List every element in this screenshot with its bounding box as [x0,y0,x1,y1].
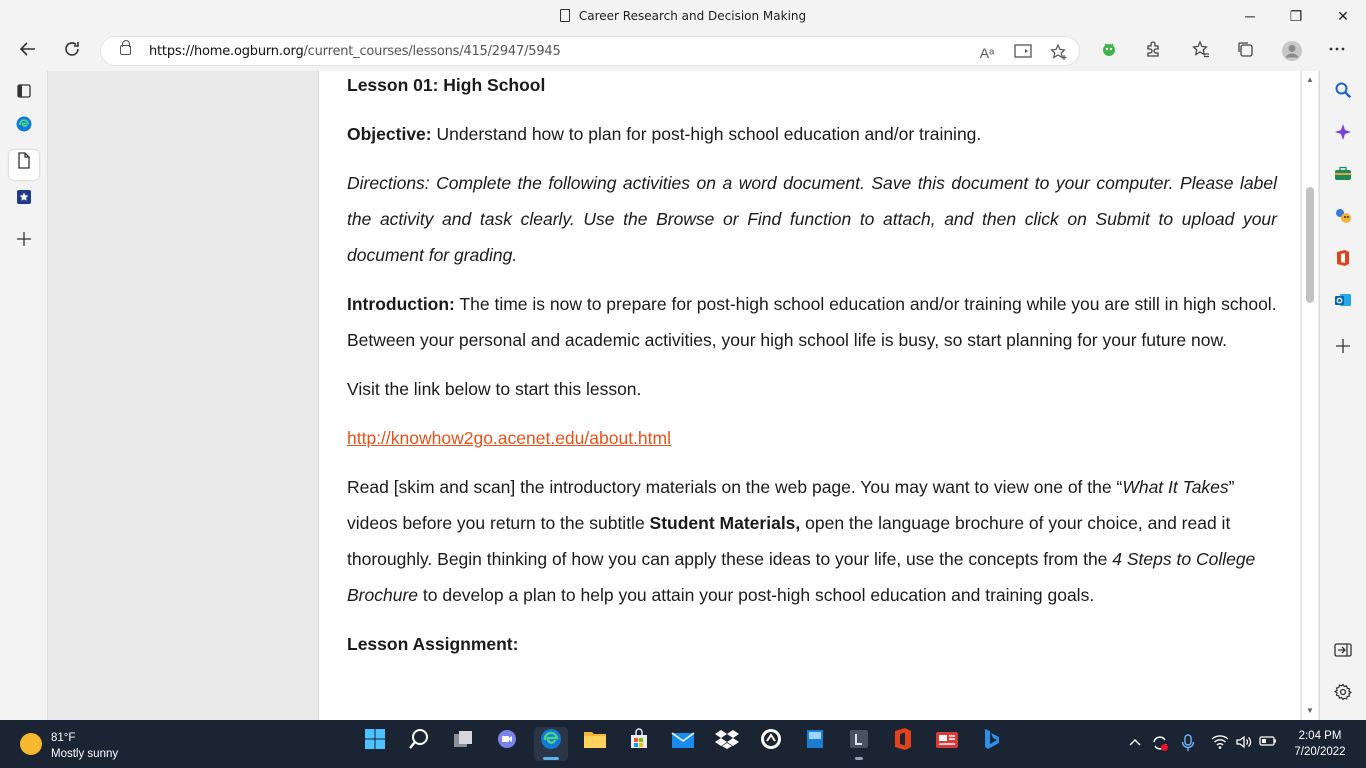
window-titlebar [0,0,1366,33]
octocat-icon [759,727,783,751]
task-view-button[interactable] [446,727,480,761]
introduction-text: The time is now to prepare for post-high school education and/or training while you are still in high school. Between your personal and academic activities, your high school life is busy, so start planning for your future now. [347,294,1277,350]
directions-text: Directions: Complete the following activities on a word document. Save this document to your computer. Please label the activity and task clearly. Use the Browse or Find function to attach, and then click on Submit to upload your document for grading. [347,173,1277,265]
teams-chat-button[interactable] [490,727,524,761]
windows-logo-icon [364,728,386,750]
profile-avatar-icon[interactable] [1279,40,1305,64]
document-icon [560,9,570,22]
news-icon [935,730,959,750]
hide-sidebar-icon[interactable] [1330,641,1356,667]
microphone-icon[interactable] [1177,734,1199,755]
mail-icon [671,730,695,750]
new-tab-button[interactable] [9,228,39,258]
taskbar-edge-button[interactable] [534,727,568,761]
browser-toolbar [0,33,1366,71]
edge-tab-icon[interactable] [9,114,39,144]
scrollbar-thumb[interactable] [1306,187,1314,303]
sync-status-icon[interactable] [1149,734,1171,755]
github-app-button[interactable] [754,727,788,761]
page-scrollbar[interactable] [1302,71,1318,720]
office-icon[interactable] [1330,249,1356,275]
lesson-page [318,71,1300,720]
chat-icon [496,728,518,750]
mail-button[interactable] [666,727,700,761]
l-letter-icon [848,728,870,750]
window-title: Career Research and Decision Making [0,9,1366,23]
settings-more-icon[interactable] [1324,40,1350,64]
web-content [48,71,1319,720]
directions-paragraph [347,165,1277,273]
discover-sparkle-icon[interactable] [1330,123,1356,149]
read-paragraph: Read [skim and scan] the introductory materials on the web page. You may want to view one of the “What It Takes” videos before you return to the subtitle Student Materials, open the language brochure of your choice, and read it thoroughly. Begin thinking of how you can apply these ideas to your life, use the concepts from the 4 Steps to College Brochure to develop a plan to help you attain your post-high school education and training goals. [347,477,1256,605]
dropbox-icon [715,728,739,750]
assignment-label: Lesson Assignment: [347,634,519,654]
introduction-paragraph [347,286,1277,358]
office-icon [893,727,913,751]
volume-icon[interactable] [1233,734,1255,753]
sidebar-settings-gear-icon[interactable] [1330,683,1356,709]
file-explorer-button[interactable] [578,727,612,761]
bing-app-button[interactable] [974,727,1008,761]
close-button[interactable]: ✕ [1337,8,1349,24]
show-hidden-icons-chevron[interactable] [1124,734,1146,750]
shield-tab-icon[interactable] [9,186,39,216]
back-button[interactable] [13,39,43,65]
lesson-body [347,71,1277,675]
dropbox-button[interactable] [710,727,744,761]
lock-icon [120,45,131,55]
url-text[interactable]: https://home.ogburn.org/current_courses/lessons/415/2947/5945 [149,44,561,59]
minimize-button[interactable]: ─ [1245,8,1255,24]
edge-icon [539,727,563,751]
office-app-button[interactable] [886,727,920,761]
tab-actions-icon[interactable] [9,80,39,110]
taskbar-search-button[interactable] [402,727,436,761]
news-app-button[interactable] [930,727,964,761]
active-indicator [543,757,559,760]
extensions-icon[interactable] [1140,40,1166,64]
weather-temp: 81°F [51,732,76,744]
store-icon [628,728,650,750]
edge-sidebar [1319,71,1366,720]
back-arrow-icon [18,39,38,59]
favorites-icon[interactable] [1188,40,1214,64]
bing-icon [981,727,1001,751]
store-button[interactable] [622,727,656,761]
add-sidebar-app-button[interactable] [1330,336,1356,362]
document-tab-icon[interactable] [9,150,39,180]
tools-briefcase-icon[interactable] [1330,165,1356,191]
clock-date: 7/20/2022 [1294,746,1346,758]
search-icon[interactable] [1330,81,1356,107]
visit-paragraph: Visit the link below to start this lesson. [347,379,642,399]
book-icon [804,728,826,750]
address-bar[interactable] [100,36,1080,66]
weather-sun-icon [20,733,42,755]
objective-text: Understand how to plan for post-high school education and/or training. [431,124,982,144]
folder-icon [583,728,607,750]
add-favorite-icon[interactable] [1047,43,1071,63]
lesson-heading: Lesson 01: High School [347,75,546,95]
weather-desc: Mostly sunny [51,748,119,760]
start-button[interactable] [358,727,392,761]
running-indicator [855,757,863,760]
read-aloud-icon[interactable]: Aᵃ [979,45,995,61]
clock-time: 2:04 PM [1298,730,1342,742]
wifi-icon[interactable] [1209,734,1231,753]
lesson-link[interactable]: http://knowhow2go.acenet.edu/about.html [347,428,671,448]
restore-button[interactable]: ❐ [1289,8,1303,24]
refresh-icon [62,39,82,59]
scroll-down-arrow[interactable]: ▼ [1306,706,1314,715]
vertical-tabs-rail [0,71,48,720]
refresh-button[interactable] [57,39,87,65]
search-icon [408,728,430,750]
windows-taskbar [0,720,1366,768]
outlook-icon[interactable] [1330,291,1356,317]
task-view-icon [452,728,474,750]
l-app-button[interactable] [842,727,876,761]
introduction-label: Introduction: [347,294,455,314]
scroll-up-arrow[interactable]: ▲ [1306,75,1314,84]
extension-green-icon[interactable] [1096,40,1122,64]
immersive-reader-icon[interactable] [1011,43,1035,63]
book-app-button[interactable] [798,727,832,761]
battery-icon[interactable] [1257,734,1279,750]
objective-label: Objective: [347,124,432,144]
system-clock[interactable] [1282,728,1358,760]
games-icon[interactable] [1330,207,1356,233]
objective-paragraph [347,116,1277,152]
collections-icon[interactable] [1232,40,1258,64]
